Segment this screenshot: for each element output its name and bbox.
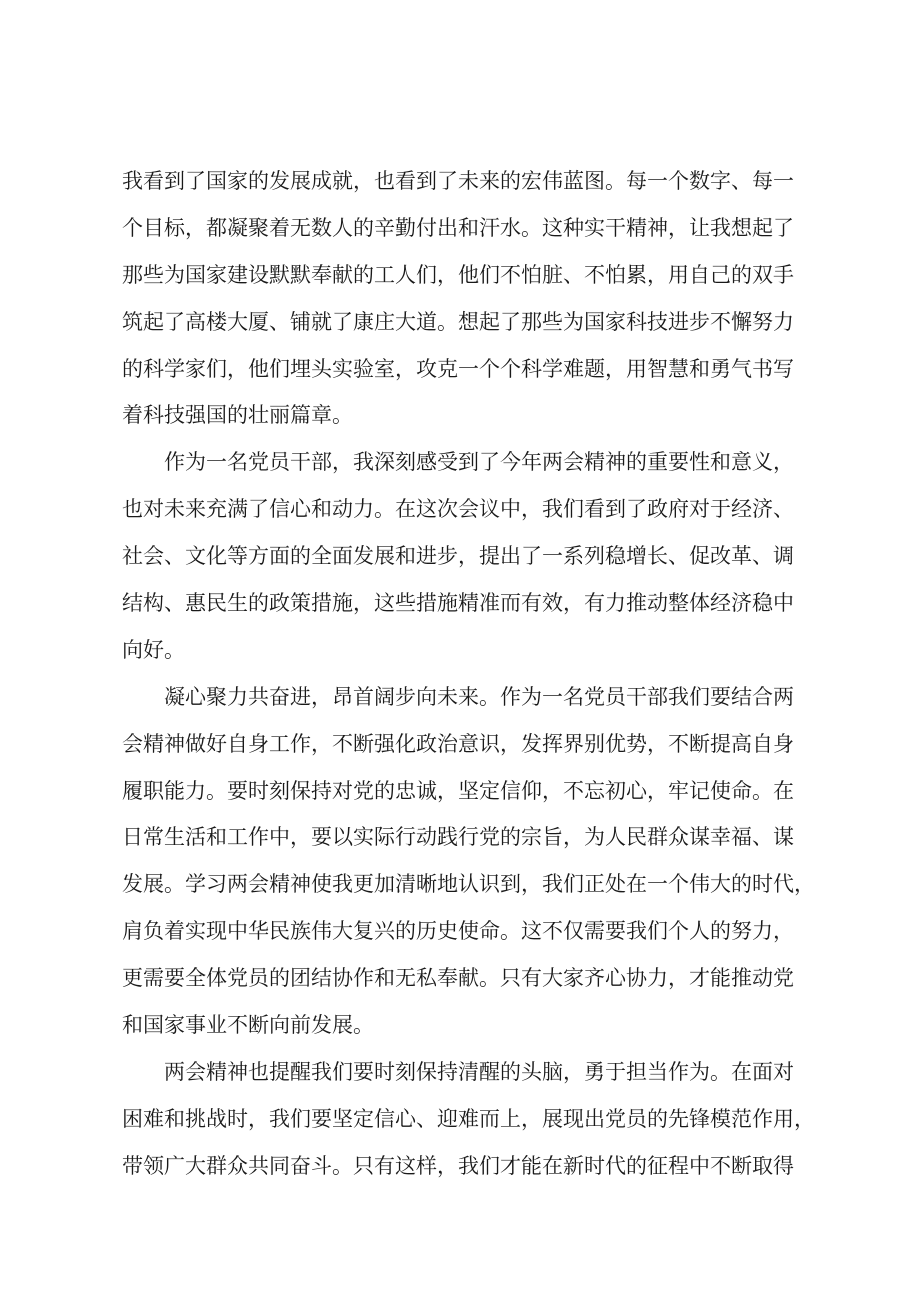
text-line: 和国家事业不断向前发展。 (122, 1013, 374, 1038)
text-line: 着科技强国的壮丽篇章。 (122, 403, 353, 428)
text-line: 凝心聚力共奋进，昂首阔步向未来。作为一名党员干部我们要结合两 (122, 684, 794, 709)
text-line: 社会、文化等方面的全面发展和进步，提出了一系列稳增长、促改革、调 (122, 544, 794, 569)
text-line: 个目标，都凝聚着无数人的辛勤付出和汗水。这种实干精神，让我想起了 (122, 215, 794, 240)
text-line: 肩负着实现中华民族伟大复兴的历史使命。这不仅需要我们个人的努力， (122, 919, 794, 944)
text-line: 那些为国家建设默默奉献的工人们，他们不怕脏、不怕累，用自己的双手 (122, 262, 794, 287)
text-line: 日常生活和工作中，要以实际行动践行党的宗旨，为人民群众谋幸福、谋 (122, 825, 794, 850)
text-line: 困难和挑战时，我们要坚定信心、迎难而上，展现出党员的先锋模范作用， (122, 1106, 815, 1131)
paragraph-1 (122, 158, 822, 439)
text-line: 也对未来充满了信心和动力。在这次会议中，我们看到了政府对于经济、 (122, 497, 794, 522)
text-line: 更需要全体党员的团结协作和无私奉献。只有大家齐心协力，才能推动党 (122, 966, 794, 991)
text-line: 会精神做好自身工作，不断强化政治意识，发挥界别优势，不断提高自身 (122, 731, 794, 756)
text-line: 筑起了高楼大厦、铺就了康庄大道。想起了那些为国家科技进步不懈努力 (122, 309, 794, 334)
document-body (122, 158, 822, 1190)
text-line: 结构、惠民生的政策措施，这些措施精准而有效，有力推动整体经济稳中 (122, 591, 794, 616)
text-line: 履职能力。要时刻保持对党的忠诚，坚定信仰，不忘初心，牢记使命。在 (122, 778, 794, 803)
text-line: 向好。 (122, 637, 185, 662)
text-line: 两会精神也提醒我们要时刻保持清醒的头脑，勇于担当作为。在面对 (122, 1059, 794, 1084)
paragraph-2 (122, 439, 822, 673)
text-line: 的科学家们，他们埋头实验室，攻克一个个科学难题，用智慧和勇气书写 (122, 356, 794, 381)
text-line: 发展。学习两会精神使我更加清晰地认识到，我们正处在一个伟大的时代， (122, 872, 815, 897)
text-line: 我看到了国家的发展成就，也看到了未来的宏伟蓝图。每一个数字、每一 (122, 169, 794, 193)
paragraph-3 (122, 674, 822, 1049)
text-line: 作为一名党员干部，我深刻感受到了今年两会精神的重要性和意义， (122, 450, 794, 475)
text-line: 带领广大群众共同奋斗。只有这样，我们才能在新时代的征程中不断取得 (122, 1153, 794, 1178)
paragraph-4 (122, 1049, 822, 1190)
